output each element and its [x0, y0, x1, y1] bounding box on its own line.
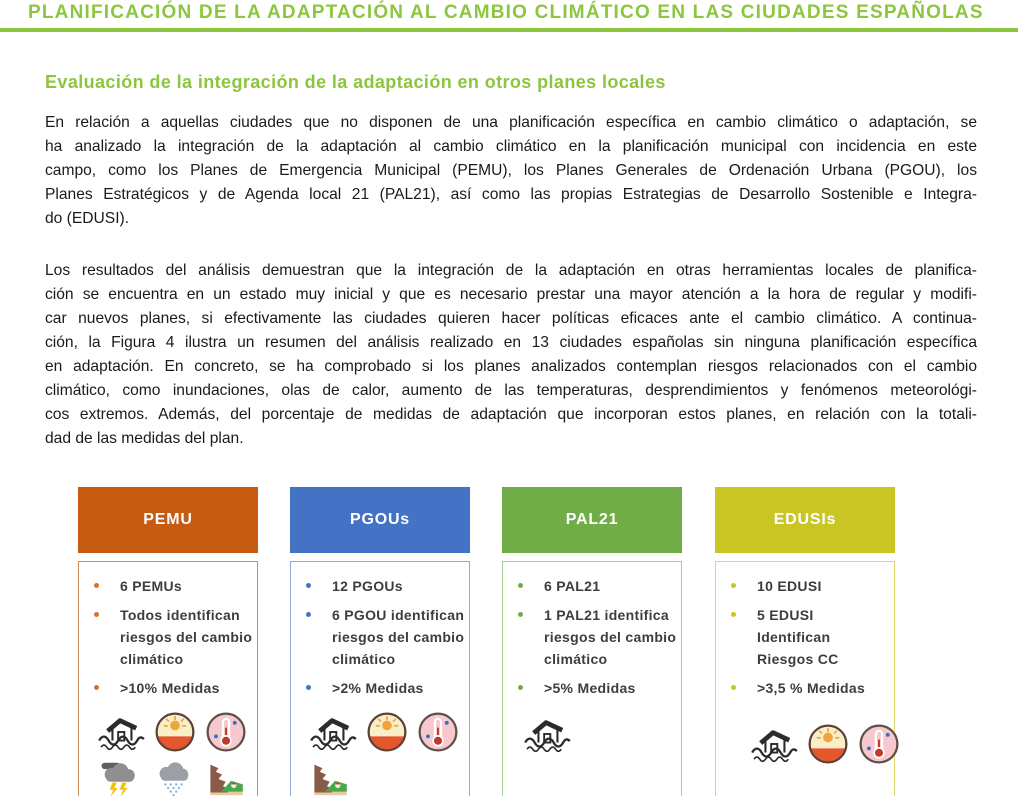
bullet-item [301, 575, 465, 597]
paragraph-1 [45, 111, 977, 231]
bullet-text: >10% Medidas [120, 680, 220, 696]
card-edusi [715, 487, 895, 796]
text-line: ha analizado la integración de la adaptación al cambio climático en la planificación municipal con incidencia en este [45, 138, 977, 155]
card-pgou-body [290, 561, 470, 796]
card-pal21-icons [513, 715, 677, 753]
card-pemu-body [78, 561, 258, 796]
text-line: dad de las medidas del plan. [45, 430, 244, 447]
rain-icon [151, 760, 196, 796]
bullet-text: 6 PAL21 [544, 578, 601, 594]
card-edusi-icons [726, 723, 890, 765]
icon-row [89, 711, 253, 753]
bullet-item [301, 604, 465, 670]
bullet-text: >5% Medidas [544, 680, 636, 696]
heatwave-icon [366, 711, 408, 753]
card-pemu-icons [89, 711, 253, 796]
card-pemu [78, 487, 258, 796]
flood-icon [97, 713, 145, 751]
bullet-item [89, 575, 253, 597]
text-line: Planes Estratégicos y de Agenda local 21 (PAL21), así como las propias Estrategias de Desarrollo Sostenible e Integra- [45, 186, 977, 203]
bullet-dot-icon [731, 612, 736, 617]
bullet-item [726, 575, 890, 597]
bullet-text: Todos identifican riesgos del cambio climático [120, 607, 253, 667]
card-edusi-header [715, 487, 895, 553]
icon-row [301, 711, 465, 753]
bullet-item [513, 575, 677, 597]
bullet-text: >3,5 % Medidas [757, 680, 866, 696]
card-pgou [290, 487, 470, 796]
landslide-icon [205, 760, 250, 796]
bullet-text: 5 EDUSI Identifican Riesgos CC [757, 607, 839, 667]
bullet-text: 1 PAL21 identifica riesgos del cambio climático [544, 607, 677, 667]
card-edusi-bullet-list [726, 575, 890, 699]
flood-icon [309, 713, 357, 751]
text-line: campo, como los Planes de Emergencia Municipal (PEMU), los Planes Generales de Ordenación Urbana (PGOU), los [45, 162, 977, 179]
card-edusi-title: EDUSIs [773, 511, 837, 528]
card-pal21-bullet-list [513, 575, 677, 699]
text-line: car nuevos planes, si efectivamente las ciudades quieren hacer políticas eficaces ante el cambio climático. A continua- [45, 310, 977, 327]
card-pemu-header [78, 487, 258, 553]
icon-row [301, 760, 465, 796]
bullet-text: 6 PEMUs [120, 578, 183, 594]
bullet-dot-icon [518, 612, 523, 617]
bullet-dot-icon [306, 685, 311, 690]
bullet-item [726, 604, 890, 670]
heatwave-icon [154, 711, 196, 753]
bullet-dot-icon [518, 685, 523, 690]
bullet-dot-icon [518, 583, 523, 588]
text-line: Los resultados del análisis demuestran que la integración de la adaptación en otras herramientas locales de planifica- [45, 262, 977, 279]
card-pal21 [502, 487, 682, 796]
card-pemu-bullet-list [89, 575, 253, 699]
bullet-dot-icon [94, 685, 99, 690]
flood-icon [750, 725, 798, 763]
icon-row [742, 723, 890, 765]
bullet-item [726, 677, 890, 699]
bullet-item [513, 677, 677, 699]
text-line: ción se encuentra en un estado muy inicial y que es necesario prestar una mayor atención a la hora de regular y modifi- [45, 286, 977, 303]
bullet-text: 10 EDUSI [757, 578, 822, 594]
text-line: ción, la Figura 4 ilustra un resumen del análisis realizado en 13 ciudades españolas sin ninguna planificación específica [45, 334, 977, 351]
page-title: PLANIFICACIÓN DE LA ADAPTACIÓN AL CAMBIO CLIMÁTICO EN LAS CIUDADES ESPAÑOLAS [28, 2, 984, 23]
text-line: en adaptación. En concreto, se ha comprobado si los planes analizados contemplan riesgos relacionados con el cambio [45, 358, 977, 375]
bullet-dot-icon [94, 612, 99, 617]
bullet-dot-icon [731, 583, 736, 588]
bullet-item [513, 604, 677, 670]
temperature-icon [858, 723, 900, 765]
bullet-dot-icon [306, 612, 311, 617]
bullet-item [301, 677, 465, 699]
card-edusi-body [715, 561, 895, 796]
storm-icon [97, 760, 142, 796]
bullet-dot-icon [306, 583, 311, 588]
text-line: climático, como inundaciones, olas de calor, aumento de las temperaturas, desprendimientos y fenómenos meteorológi- [45, 382, 977, 399]
bullet-text: >2% Medidas [332, 680, 424, 696]
figure-4-summary [0, 487, 1018, 796]
card-pal21-header [502, 487, 682, 553]
bullet-item [89, 604, 253, 670]
card-pemu-title: PEMU [143, 511, 193, 528]
temperature-icon [417, 711, 459, 753]
header-rule [0, 28, 1018, 32]
card-pgou-icons [301, 711, 465, 796]
temperature-icon [205, 711, 247, 753]
icon-row [515, 715, 677, 753]
bullet-text: 12 PGOUs [332, 578, 403, 594]
text-line: do (EDUSI). [45, 210, 130, 227]
icon-row [89, 760, 253, 796]
bullet-item [89, 677, 253, 699]
bullet-dot-icon [731, 685, 736, 690]
card-pal21-body [502, 561, 682, 796]
paragraph-2 [45, 259, 977, 451]
section-title: Evaluación de la integración de la adaptación en otros planes locales [45, 72, 666, 92]
landslide-icon [309, 760, 354, 796]
card-pgou-title: PGOUs [349, 511, 410, 528]
text-line: En relación a aquellas ciudades que no disponen de una planificación específica en cambio climático o adaptación, se [45, 114, 977, 131]
heatwave-icon [807, 723, 849, 765]
card-pgou-header [290, 487, 470, 553]
text-line: cos extremos. Además, del porcentaje de medidas de adaptación que incorporan estos planes, en relación con la totali- [45, 406, 977, 423]
card-pal21-title: PAL21 [565, 511, 619, 528]
flood-icon [523, 715, 571, 753]
bullet-dot-icon [94, 583, 99, 588]
card-pgou-bullet-list [301, 575, 465, 699]
bullet-text: 6 PGOU identifican riesgos del cambio climático [332, 607, 465, 667]
